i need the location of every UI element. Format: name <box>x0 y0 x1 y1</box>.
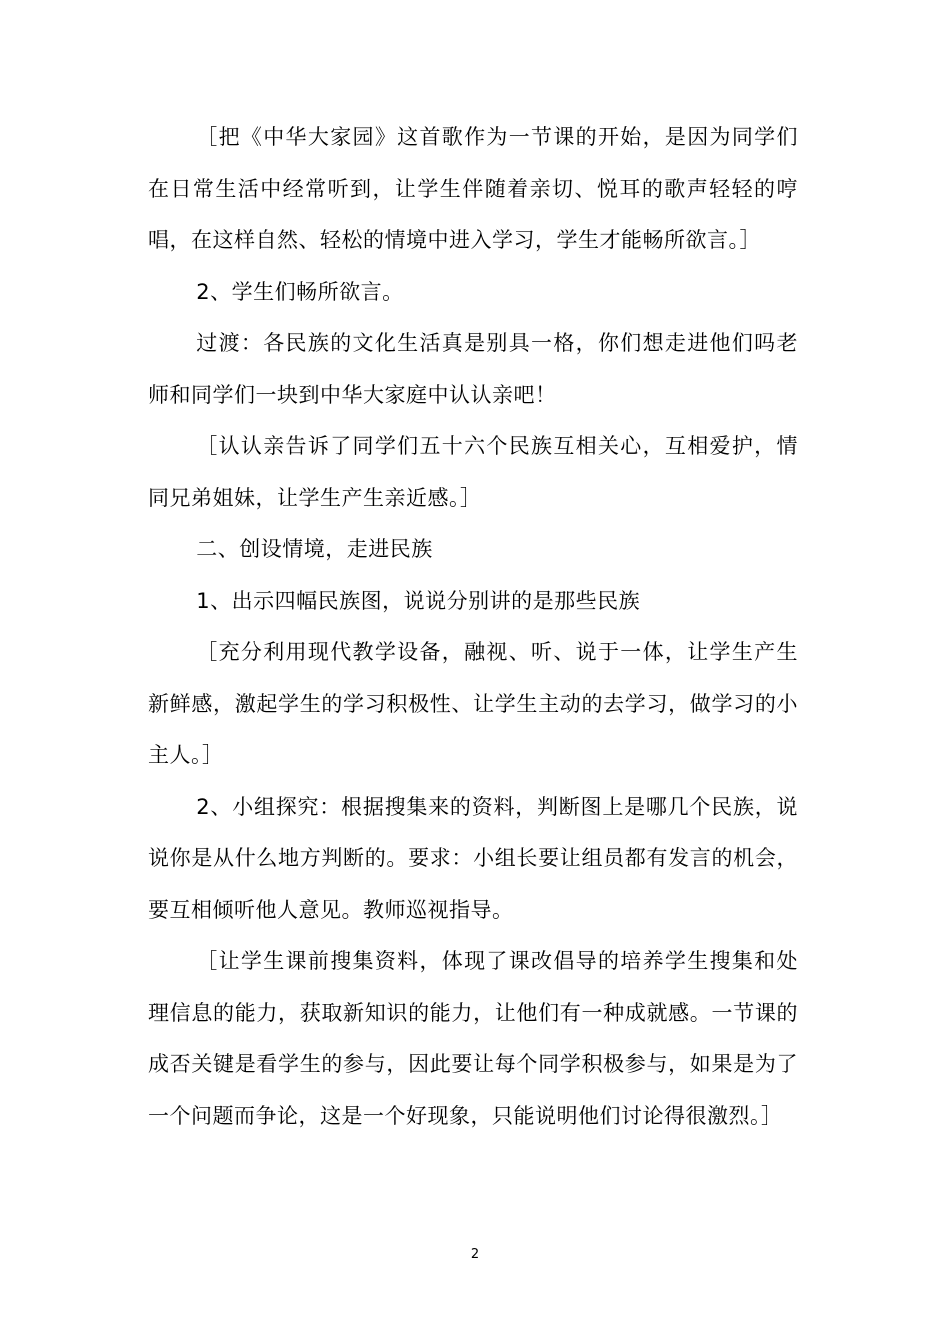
paragraph-step-2: 2、学生们畅所欲言。 <box>196 279 404 304</box>
paragraph-step-1-show-images: 1、出示四幅民族图，说说分别讲的是那些民族 <box>196 588 641 613</box>
paragraph-multimedia-note: ［充分利用现代教学设备，融视、听、说于一体，让学生产生新鲜感，激起学生的学习积极性、让学生主动的去学习，做学习的小主人。］ <box>148 640 798 767</box>
document-body <box>148 112 798 1142</box>
paragraph-step-2-group-inquiry: 2、小组探究：根据搜集来的资料，判断图上是哪几个民族，说说你是从什么地方判断的。要求：小组长要让组员都有发言的机会，要互相倾听他人意见。教师巡视指导。 <box>148 794 798 922</box>
paragraph-song-rationale: ［把《中华大家园》这首歌作为一节课的开始，是因为同学们在日常生活中经常听到，让学生伴随着亲切、悦耳的歌声轻轻的哼唱，在这样自然、轻松的情境中进入学习，学生才能畅所欲言。］ <box>148 125 798 252</box>
page-number: 2 <box>470 1247 480 1262</box>
paragraph-recognize-relatives-note: ［认认亲告诉了同学们五十六个民族互相关心，互相爱护，情同兄弟姐妹，让学生产生亲近感。］ <box>148 434 798 510</box>
paragraph-transition: 过渡：各民族的文化生活真是别具一格，你们想走进他们吗老师和同学们一块到中华大家庭中认认亲吧！ <box>148 331 798 407</box>
section-heading-create-scene: 二、创设情境，走进民族 <box>196 537 433 561</box>
paragraph-research-note: ［让学生课前搜集资料，体现了课改倡导的培养学生搜集和处理信息的能力，获取新知识的能力，让他们有一种成就感。一节课的成否关键是看学生的参与，因此要让每个同学积极参与，如果是为了一个问题而争论，这是一个好现象，只能说明他们讨论得很激烈。］ <box>148 949 798 1128</box>
